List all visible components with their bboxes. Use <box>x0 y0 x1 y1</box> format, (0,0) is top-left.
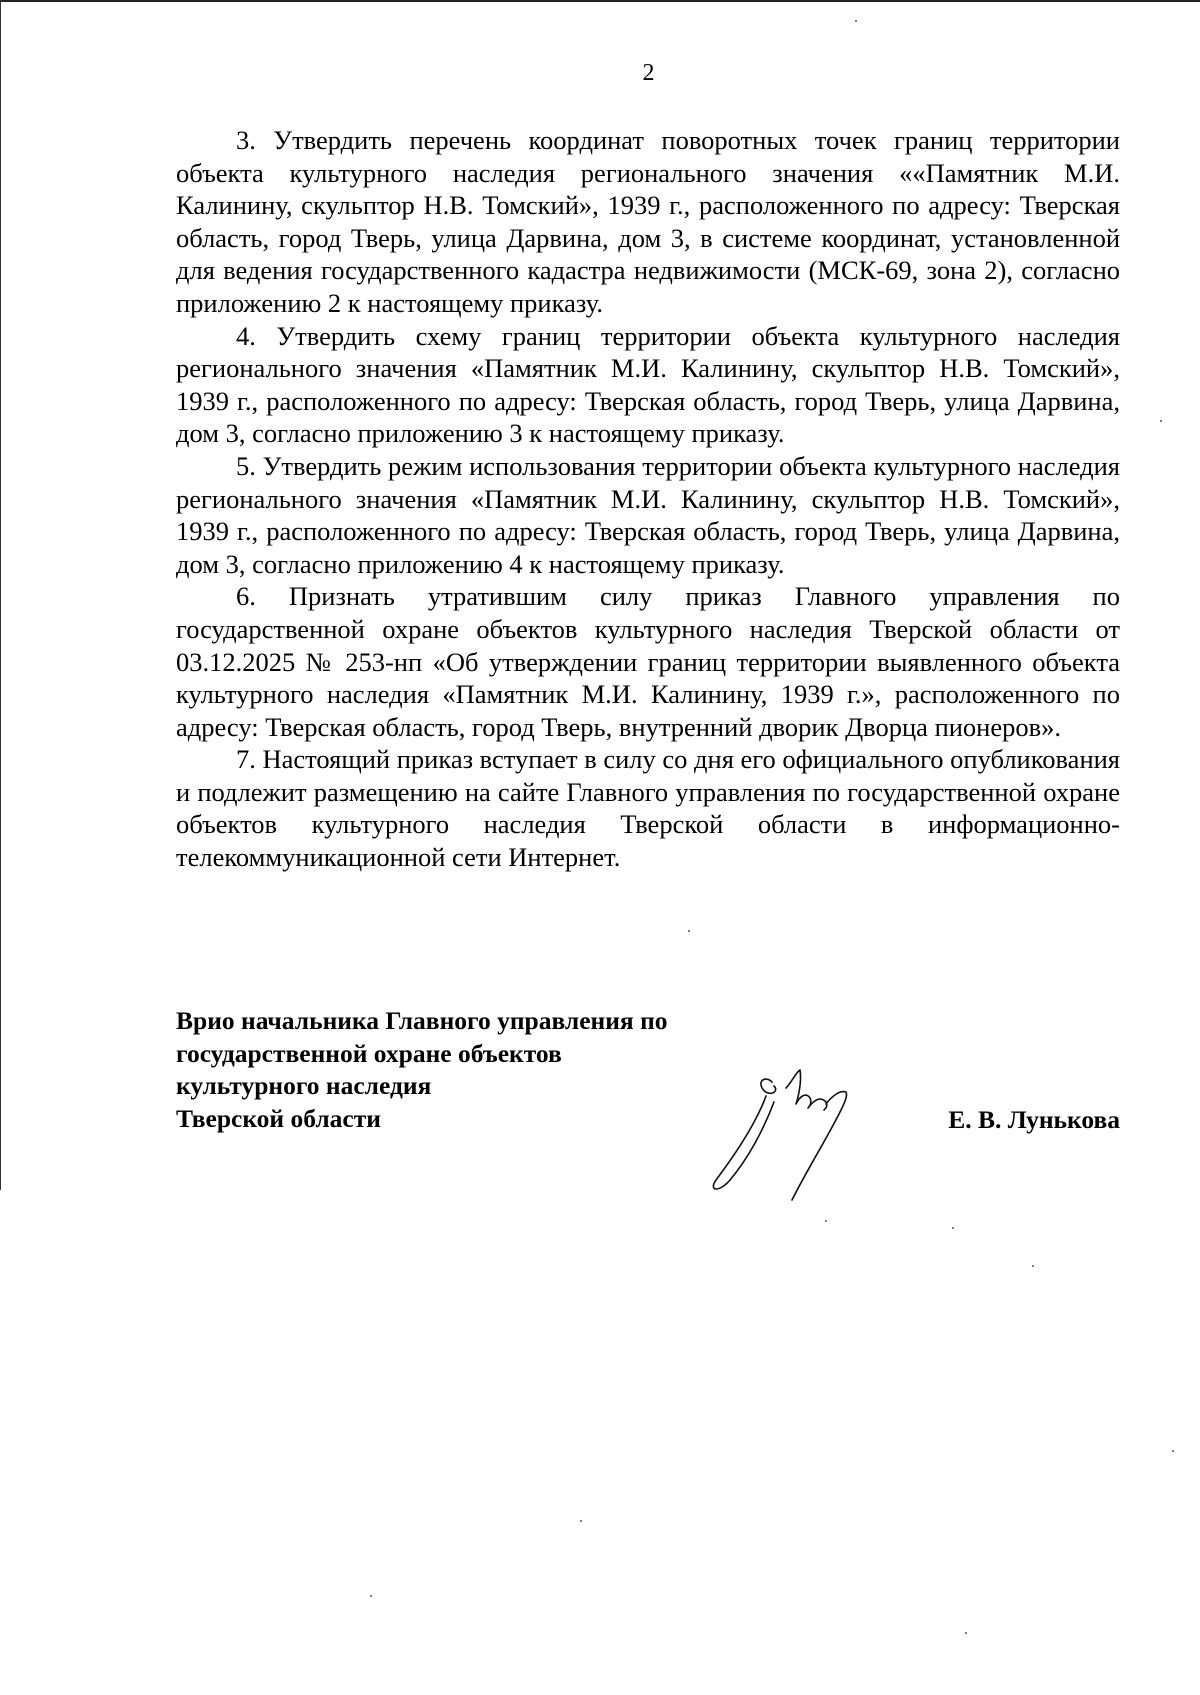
page-number: 2 <box>642 60 655 86</box>
scan-speck <box>688 930 690 932</box>
position-line: Тверской области <box>176 1103 381 1133</box>
paragraph-4: 4. Утвердить схему границ территории объекта культурного наследия регионального значения «Памятник М.И. Калинину, скульптор Н.В. Томский», 1939 г., расположенного по адресу: Тверская область, город Тверь, улица Дарвина, дом 3, согласно приложению 3 к настоящему приказу. <box>176 320 1120 449</box>
scan-speck <box>1160 420 1162 422</box>
position-line: государственной охране объектов <box>176 1038 562 1068</box>
paragraph-6: 6. Признать утратившим силу приказ Главного управления по государственной охране объектов культурного наследия Тверской области от 03.12.2025 № 253-нп «Об утверждении границ территории выявленного объекта культурного наследия «Памятник М.И. Калинину, 1939 г.», расположенного по адресу: Тверская область, город Тверь, внутренний дворик Дворца пионеров». <box>176 581 1120 742</box>
scan-edge-left <box>0 0 1 1190</box>
order-body <box>176 124 1120 874</box>
handwritten-signature <box>700 1068 880 1208</box>
position-line: культурного наследия <box>176 1071 432 1100</box>
scan-speck <box>1172 1450 1174 1452</box>
position-line: Врио начальника Главного управления по <box>176 1006 668 1035</box>
scan-speck <box>370 1595 372 1597</box>
scan-edge-top <box>0 0 1200 2</box>
scan-speck <box>825 1220 827 1222</box>
scan-speck <box>580 1520 582 1522</box>
signatory-position <box>176 1005 776 1135</box>
paragraph-7: 7. Настоящий приказ вступает в силу со дня его официального опубликования и подлежит размещению на сайте Главного управления по государственной охране объектов культурного наследия Тверской области в информационно-телекоммуникационной сети Интернет. <box>176 744 1120 873</box>
signer-name: Е. В. Лунькова <box>948 1105 1120 1134</box>
paragraph-3: 3. Утвердить перечень координат поворотных точек границ территории объекта культурного наследия регионального значения ««Памятник М.И. Калинину, скульптор Н.В. Томский», 1939 г., расположенного по адресу: Тверская область, город Тверь, улица Дарвина, дом 3, в системе координат, установленной для ведения государственного кадастра недвижимости (МСК-69, зона 2), согласно приложению 2 к настоящему приказу. <box>176 125 1120 318</box>
scan-speck <box>855 20 857 22</box>
paragraph-5: 5. Утвердить режим использования территории объекта культурного наследия регионального значения «Памятник М.И. Калинину, скульптор Н.В. Томский», 1939 г., расположенного по адресу: Тверская область, город Тверь, улица Дарвина, дом 3, согласно приложению 4 к настоящему приказу. <box>176 450 1120 579</box>
scan-speck <box>952 1227 954 1229</box>
scan-speck <box>965 1632 967 1634</box>
scan-speck <box>1032 1265 1034 1267</box>
